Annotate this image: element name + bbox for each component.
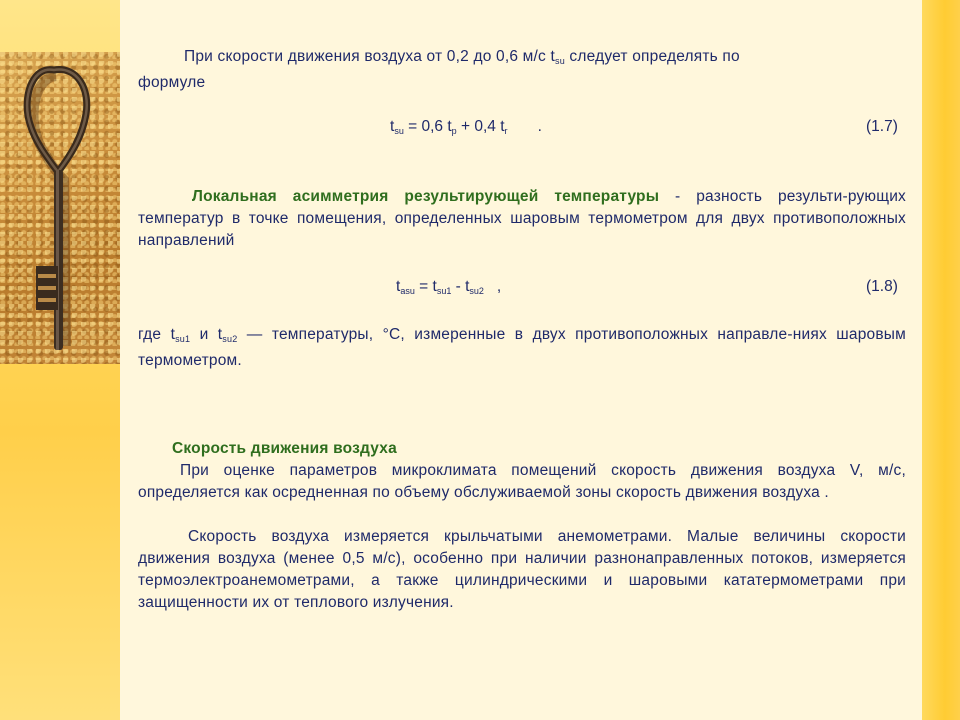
intro-text-2: следует определять по	[564, 48, 740, 65]
formula-sub: r	[504, 126, 508, 136]
where-text: — температуры, °С, измеренные в двух противоположных направле-ниях шаровым термометром.	[138, 326, 906, 369]
equation-number-1-7: (1.7)	[866, 118, 898, 135]
intro-paragraph	[138, 46, 910, 94]
air-speed-heading: Скорость движения воздуха	[172, 440, 397, 457]
intro-text-3: формуле	[138, 74, 206, 91]
old-key-icon	[0, 52, 120, 364]
air-speed-text-2: Скорость воздуха измеряется крыльчатыми анемометрами. Малые величины скорости движения воздуха (менее 0,5 м/с), особенно при наличии разнонаправленных потоков, измеряется термоэлектроанемометрами, а также цилиндрическими и шаровыми кататермометрами при защищенности их от теплового излучения.	[138, 528, 906, 611]
formula-text: ,	[483, 278, 502, 295]
formula-text: - t	[451, 278, 470, 295]
where-paragraph	[138, 324, 906, 372]
where-text: и t	[190, 326, 223, 343]
formula-text: + 0,4 t	[456, 118, 505, 135]
formula-sub: su2	[469, 286, 484, 296]
air-speed-paragraph-1	[138, 460, 906, 504]
where-sub: su1	[175, 334, 191, 344]
formula-1-7	[390, 116, 542, 142]
key-photo	[0, 52, 120, 364]
formula-text: = 0,6 t	[403, 118, 452, 135]
where-text: где t	[138, 326, 176, 343]
air-speed-text-1: При оценке параметров микроклимата помещений скорость движения воздуха V, м/с, определяется как осредненная по объему обслуживаемой зоны скорость движения воздуха .	[138, 462, 906, 501]
air-speed-paragraph-2	[138, 526, 906, 614]
formula-text: t	[390, 118, 395, 135]
formula-sub: asu	[400, 286, 415, 296]
where-sub: su2	[222, 334, 238, 344]
asymmetry-definition: - разность результи-рующих температур в точке помещения, определенных шаровым термометром для двух противоположных направлений	[138, 188, 907, 249]
formula-sub: su1	[436, 286, 452, 296]
asymmetry-term: Локальная асимметрия результирующей температуры	[192, 188, 660, 205]
formula-sub: p	[451, 126, 457, 136]
formula-text: .	[507, 118, 542, 135]
formula-1-8	[396, 276, 501, 302]
formula-text: = t	[414, 278, 437, 295]
equation-number-1-8: (1.8)	[866, 278, 898, 295]
formula-text: t	[396, 278, 401, 295]
intro-text: При скорости движения воздуха от 0,2 до 0,6 м/с t	[184, 48, 556, 65]
formula-sub: su	[394, 126, 404, 136]
right-decor-strip	[922, 0, 960, 720]
intro-sub: su	[555, 56, 565, 66]
asymmetry-paragraph	[138, 186, 906, 252]
